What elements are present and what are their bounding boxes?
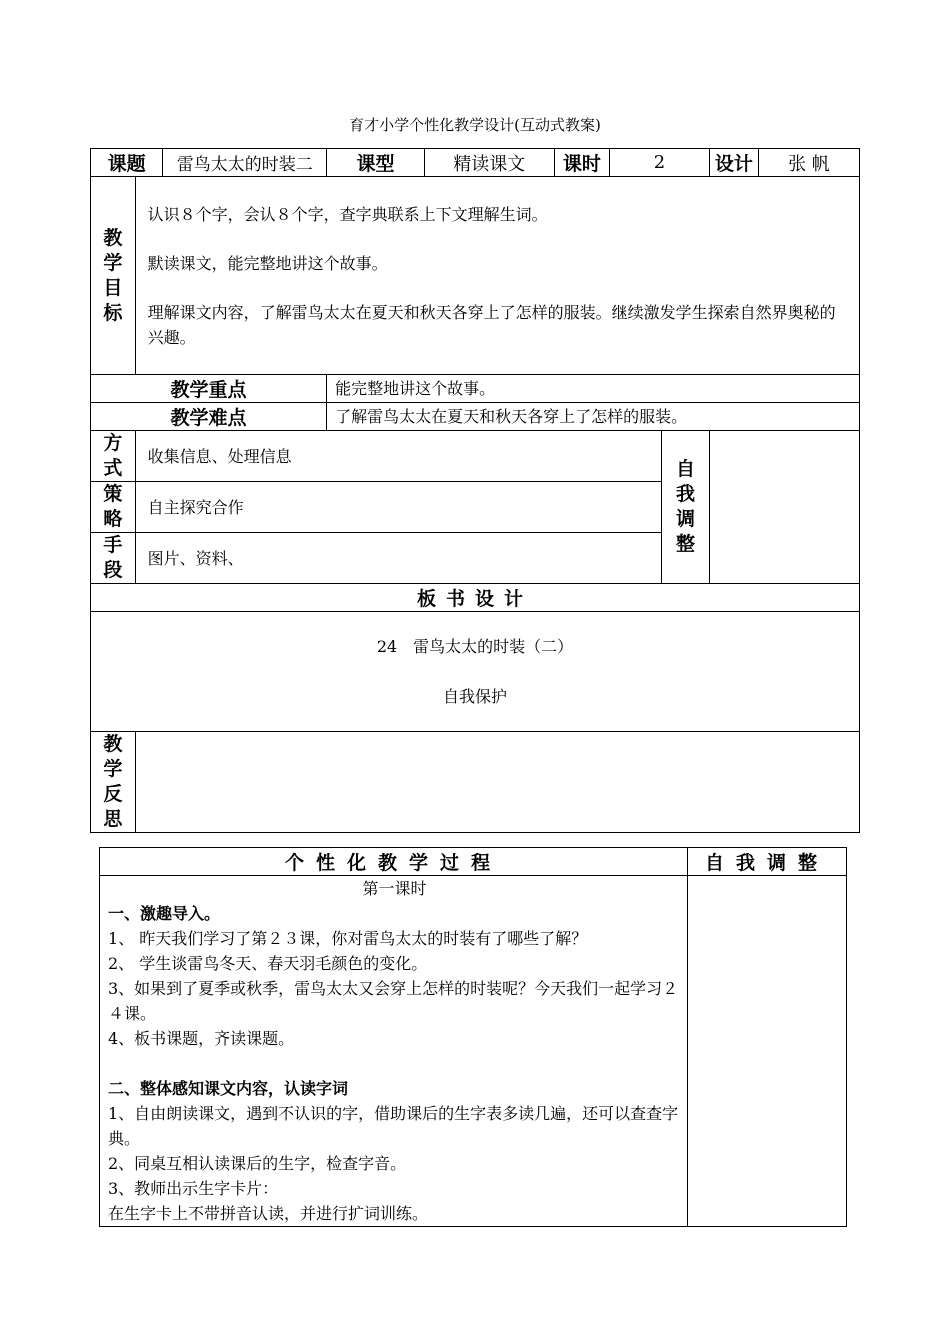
process-item: 2、 学生谈雷鸟冬天、春天羽毛颜色的变化。 bbox=[108, 954, 428, 973]
hours-value: 2 bbox=[609, 149, 709, 177]
process-content-row bbox=[100, 876, 847, 1227]
reflection-label: 教 学 反 思 bbox=[91, 732, 136, 833]
process-adjust-header: 自我调整 bbox=[688, 848, 847, 876]
process-item: 在生字卡上不带拼音认读，并进行扩词训练。 bbox=[108, 1204, 429, 1223]
hours-label: 课时 bbox=[554, 149, 609, 177]
process-item: 2、同桌互相认读课后的生字，检查字音。 bbox=[108, 1154, 407, 1173]
reflection-row bbox=[91, 732, 860, 833]
goal-item: 默读课文，能完整地讲这个故事。 bbox=[147, 253, 388, 273]
section-title: 二、整体感知课文内容，认读字词 bbox=[108, 1079, 349, 1098]
goals-content bbox=[135, 177, 859, 375]
difficulty-row bbox=[91, 403, 860, 431]
process-table bbox=[99, 847, 847, 1227]
process-header-row bbox=[100, 848, 847, 876]
difficulty-value: 了解雷鸟太太在夏天和秋天各穿上了怎样的服装。 bbox=[327, 403, 860, 431]
designer-value: 张 帆 bbox=[758, 149, 859, 177]
key-point-value: 能完整地讲这个故事。 bbox=[327, 375, 860, 403]
lesson-label: 课题 bbox=[91, 149, 163, 177]
goal-item: 理解课文内容，了解雷鸟太太在夏天和秋天各穿上了怎样的服装。继续激发学生探索自然界奥秘的兴趣。 bbox=[147, 302, 836, 347]
reflection-content bbox=[135, 732, 859, 833]
process-item: 3、教师出示生字卡片： bbox=[108, 1179, 279, 1198]
key-point-row bbox=[91, 375, 860, 403]
section-title: 一、激趣导入。 bbox=[108, 904, 221, 923]
lesson-value: 雷鸟太太的时装二 bbox=[163, 149, 327, 177]
document-title: 育才小学个性化教学设计(互动式教案) bbox=[349, 116, 601, 134]
lesson-session-title: 第一课时 bbox=[362, 879, 427, 898]
header-row bbox=[91, 149, 860, 177]
goals-label: 教 学 目 标 bbox=[91, 177, 136, 375]
means-label: 手 段 bbox=[91, 533, 136, 584]
process-adjust-content bbox=[688, 876, 847, 1227]
process-item: 1、 昨天我们学习了第２３课，你对雷鸟太太的时装有了哪些了解？ bbox=[108, 929, 588, 948]
board-line-title: 24 雷鸟太太的时装（二） bbox=[376, 637, 574, 656]
strategy-value: 自主探究合作 bbox=[135, 482, 661, 533]
self-adjust-content bbox=[709, 431, 859, 584]
means-value: 图片、资料、 bbox=[135, 533, 661, 584]
board-line-subtitle: 自我保护 bbox=[442, 687, 507, 706]
key-point-label: 教学重点 bbox=[91, 375, 327, 403]
method-row bbox=[91, 431, 860, 482]
process-content bbox=[100, 876, 688, 1227]
strategy-label: 策 略 bbox=[91, 482, 136, 533]
type-label: 课型 bbox=[327, 149, 425, 177]
board-header-row bbox=[91, 584, 860, 612]
board-design-content bbox=[91, 612, 860, 732]
process-item: 4、板书课题，齐读课题。 bbox=[108, 1029, 295, 1048]
goals-row bbox=[91, 177, 860, 375]
process-item: 3、如果到了夏季或秋季，雷鸟太太又会穿上怎样的时装呢？今天我们一起学习２４课。 bbox=[108, 979, 679, 1023]
designer-label: 设计 bbox=[709, 149, 758, 177]
lesson-plan-table bbox=[90, 148, 860, 833]
board-content-row bbox=[91, 612, 860, 732]
process-header: 个性化教学过程 bbox=[100, 848, 688, 876]
process-item: 1、自由朗读课文，遇到不认识的字，借助课后的生字表多读几遍，还可以查查字典。 bbox=[108, 1104, 679, 1148]
type-value: 精读课文 bbox=[424, 149, 554, 177]
self-adjust-label: 自 我 调 整 bbox=[662, 431, 710, 584]
difficulty-label: 教学难点 bbox=[91, 403, 327, 431]
method-label: 方 式 bbox=[91, 431, 136, 482]
goal-item: 认识８个字，会认８个字，查字典联系上下文理解生词。 bbox=[147, 204, 548, 224]
method-value: 收集信息、处理信息 bbox=[135, 431, 661, 482]
board-design-label: 板书设计 bbox=[91, 584, 860, 612]
